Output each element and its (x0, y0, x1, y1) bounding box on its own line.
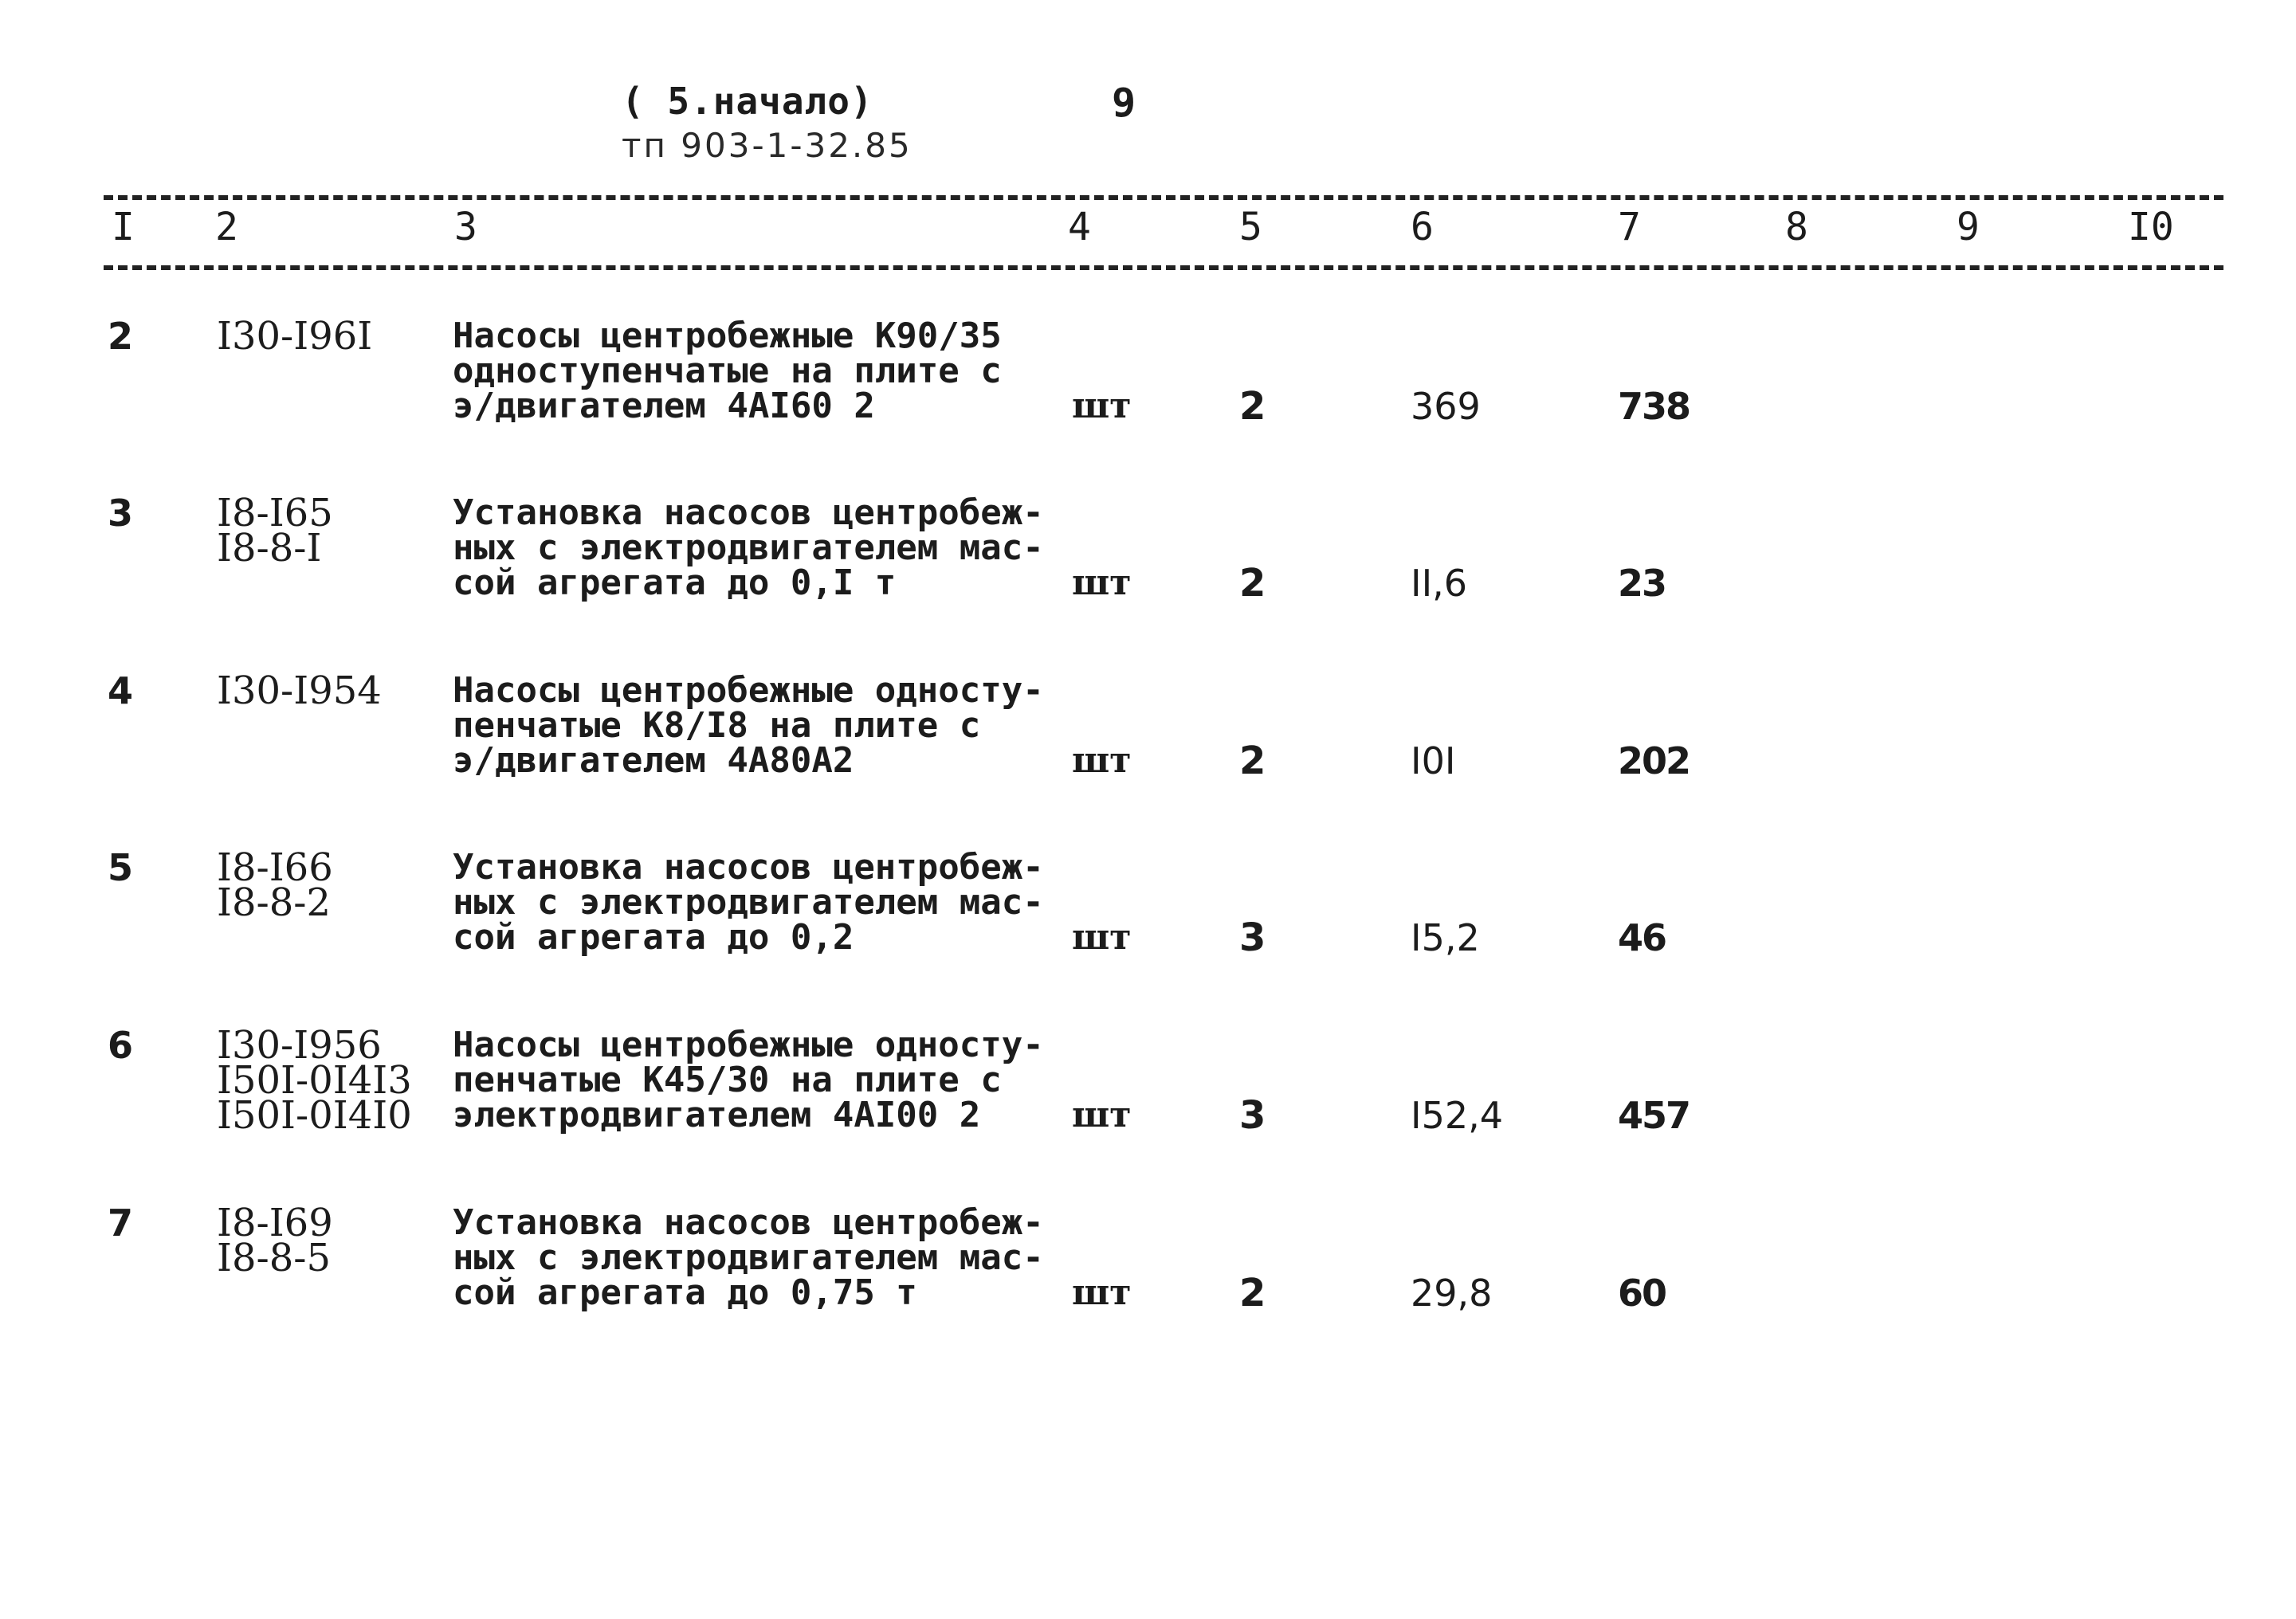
col-header-2: 2 (215, 205, 238, 249)
row-total: 60 (1618, 1272, 1666, 1315)
row-name-line: пенчатые К8/I8 на плите с (453, 705, 981, 746)
row-unit: шт (1072, 1272, 1132, 1313)
col-header-7: 7 (1618, 205, 1641, 249)
col-header-4: 4 (1068, 205, 1091, 249)
row-number: 7 (108, 1202, 134, 1245)
row-name-line: Установка насосов центробеж- (453, 847, 1044, 888)
row-unit: шт (1072, 1095, 1132, 1135)
document-code: тп 903-1-32.85 (622, 126, 913, 165)
row-total: 457 (1618, 1094, 1690, 1137)
row-name-line: Установка насосов центробеж- (453, 492, 1044, 533)
row-unit-price: I5,2 (1411, 916, 1480, 959)
col-header-6: 6 (1411, 205, 1434, 249)
row-name-line: одноступенчатые на плите с (453, 351, 1002, 391)
row-unit-price: 369 (1411, 385, 1481, 428)
row-code: I30-I956 (217, 1023, 382, 1068)
row-name-line: ных с электродвигателем мас- (453, 527, 1044, 568)
col-header-1: I (112, 205, 135, 249)
row-name-line: Установка насосов центробеж- (453, 1202, 1044, 1243)
row-number: 6 (108, 1024, 134, 1067)
row-unit: шт (1072, 386, 1132, 426)
row-number: 3 (108, 492, 134, 535)
row-number: 4 (108, 669, 134, 712)
row-name-line: сой агрегата до 0,75 т (453, 1272, 917, 1313)
row-name-line: сой агрегата до 0,2 (453, 917, 854, 958)
table-row (0, 845, 2296, 994)
row-quantity: 2 (1239, 1271, 1266, 1315)
row-name-line: э/двигателем 4AI60 2 (453, 386, 875, 426)
col-header-8: 8 (1785, 205, 1808, 249)
row-quantity: 2 (1239, 739, 1266, 783)
row-total: 46 (1618, 916, 1666, 959)
row-number: 5 (108, 846, 134, 889)
row-code: I30-I954 (217, 668, 382, 713)
col-header-10: I0 (2128, 205, 2174, 249)
row-name-line: электродвигателем 4AI00 2 (453, 1095, 981, 1135)
col-header-5: 5 (1239, 205, 1262, 249)
row-code: I8-8-5 (217, 1236, 332, 1280)
row-code: I8-8-I (217, 526, 322, 570)
row-code: I8-I65 (217, 491, 333, 535)
header-bottom-divider (104, 265, 2223, 270)
column-number-header (0, 203, 2296, 259)
row-code: I50I-0I4I0 (217, 1093, 412, 1138)
row-code: I8-8-2 (217, 880, 332, 925)
table-row (0, 314, 2296, 462)
row-name-line: ных с электродвигателем мас- (453, 1237, 1044, 1278)
page-number: 9 (1112, 80, 1136, 126)
row-code: I8-I66 (217, 845, 333, 890)
row-code: I50I-0I4I3 (217, 1058, 412, 1103)
row-quantity: 2 (1239, 561, 1266, 606)
table-row (0, 1023, 2296, 1171)
row-unit: шт (1072, 740, 1132, 781)
row-name-line: э/двигателем 4A80A2 (453, 740, 854, 781)
row-unit-price: II,6 (1411, 562, 1468, 605)
row-quantity: 3 (1239, 915, 1266, 960)
row-quantity: 3 (1239, 1093, 1266, 1138)
row-name-line: Насосы центробежные односту- (453, 670, 1044, 711)
row-quantity: 2 (1239, 384, 1266, 429)
row-name-line: ных с электродвигателем мас- (453, 882, 1044, 923)
row-code: I8-I69 (217, 1201, 333, 1245)
table-row (0, 491, 2296, 639)
row-unit-price: 29,8 (1411, 1272, 1493, 1315)
row-total: 738 (1618, 385, 1690, 428)
row-name-line: Насосы центробежные К90/35 (453, 316, 1002, 356)
row-total: 23 (1618, 562, 1666, 605)
col-header-3: 3 (454, 205, 477, 249)
col-header-9: 9 (1957, 205, 1980, 249)
header-top-divider (104, 195, 2223, 200)
row-code: I30-I96I (217, 314, 373, 359)
row-unit-price: I0I (1411, 739, 1456, 782)
row-name-line: Насосы центробежные односту- (453, 1025, 1044, 1065)
row-unit-price: I52,4 (1411, 1094, 1503, 1137)
row-unit: шт (1072, 917, 1132, 958)
table-row (0, 668, 2296, 817)
row-name-line: сой агрегата до 0,I т (453, 563, 897, 603)
table-row (0, 1201, 2296, 1349)
row-name-line: пенчатые К45/30 на плите с (453, 1060, 1002, 1100)
row-total: 202 (1618, 739, 1690, 782)
section-label: ( 5.начало) (622, 80, 873, 123)
row-number: 2 (108, 315, 134, 358)
row-unit: шт (1072, 563, 1132, 603)
